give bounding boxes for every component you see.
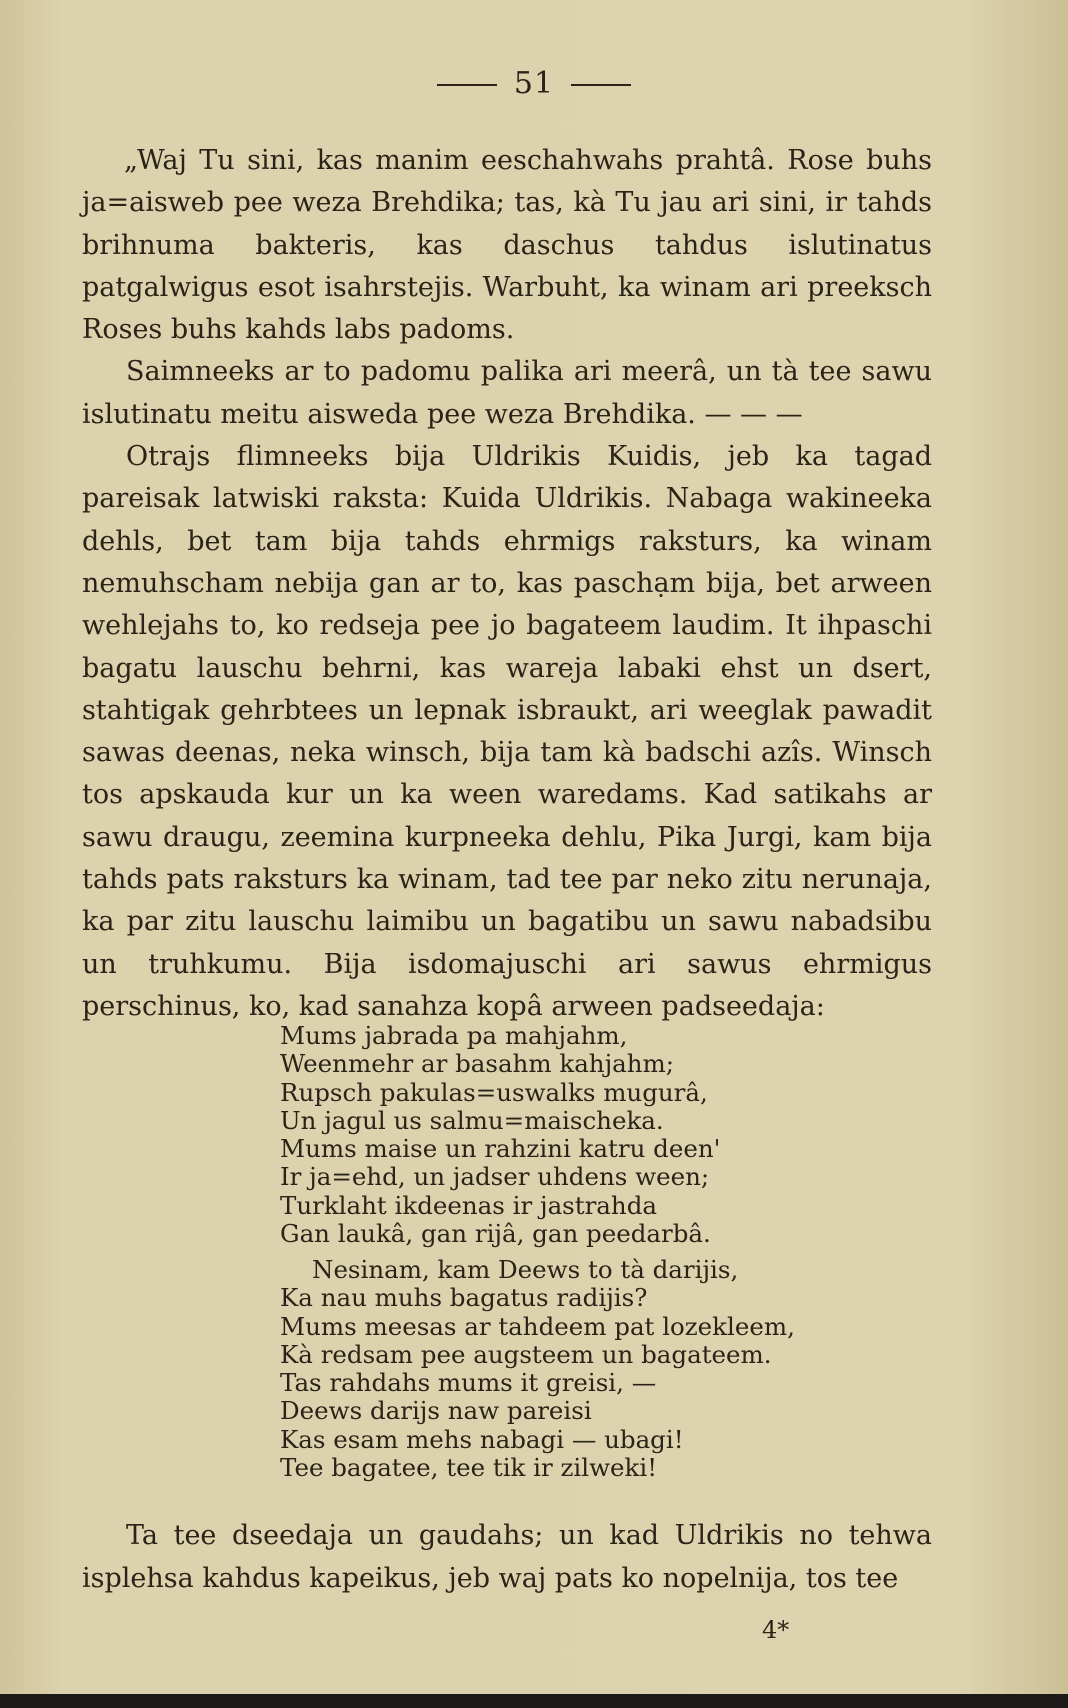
verse-line: Un jagul us salmu=maischeka. [280, 1105, 664, 1135]
verse-stanza-2 [280, 1256, 800, 1482]
paragraph-1: „Waj Tu sini, kas manim eeschahwahs prahtâ. Rose buhs ja=aisweb pee weza Brehdika; tas, kà Tu jau ari sini, ir tahds brihnuma bakteris, kas daschus tahdus islutinatus patgalwigus esot isahrstejis. Warbuht, ka winam ari preeksch Roses buhs kahds labs padoms. [82, 145, 932, 346]
verse-stanza-1 [280, 1022, 800, 1248]
verse-line: Tee bagatee, tee tik ir zilweki! [280, 1453, 658, 1483]
verse-line: Deews darijs naw pareisi [280, 1396, 592, 1426]
verse-line: Gan laukâ, gan rijâ, gan peedarbâ. [280, 1219, 711, 1249]
verse-line: Kas esam mehs nabagi — ubagi! [280, 1424, 684, 1454]
verse-line: Nesinam, kam Deews to tà darijis, [312, 1255, 739, 1284]
verse-line: Kà redsam pee augsteem un bagateem. [280, 1339, 772, 1369]
verse-line: Turklaht ikdeenas ir jastrahda [280, 1190, 657, 1220]
verse-line: Mums jabrada pa mahjahm, [280, 1021, 628, 1050]
paragraph-closing: Ta tee dseedaja un gaudahs; un kad Uldrikis no tehwa isplehsa kahdus kapeikus, jeb waj pats ko nopelnija, tos tee [82, 1520, 932, 1594]
paragraph-2: Saimneeks ar to padomu palika ari meerâ, un tà tee sawu islutinatu meitu aisweda pee weza Brehdika. — — — [82, 356, 932, 430]
verse-line: Mums maise un rahzini katru deen' [280, 1134, 721, 1164]
verse-line: Ka nau muhs bagatus radijis? [280, 1283, 648, 1313]
paragraph-3: Otrajs flimneeks bija Uldrikis Kuidis, jeb ka tagad pareisak latwiski raksta: Kuida Uldrikis. Nabaga wakineeka dehls, bet tam bija tahds ehrmigs raksturs, ka winam nemuhscham nebija gan ar to, kas paschạm bija, bet arween wehlejahs to, ko redseja pee jo bagateem laudim. It ihpaschi bagatu lauschu behrni, kas wareja labaki ehst un dsert, stahtigak gehrbtees un lepnak isbraukt, ari weeglak pawadit sawas deenas, neka winsch, bija tam kà badschi azîs. Winsch tos apskauda kur un ka ween waredams. Kad satikahs ar sawu draugu, zeemina kurpneeka dehlu, Pika Jurgi, kam bija tahds pats raksturs ka winam, tad tee par neko zitu nerunaja, ka par zitu lauschu laimibu un bagatibu un sawu nabadsibu un truhkumu. Bija isdomajuschi ari sawus ehrmigus perschinus, ko, kad sanahza kopâ arween padseedaja: [82, 441, 932, 1022]
verse-line: Tas rahdahs mums it greisi, — [280, 1368, 657, 1398]
page-bottom-edge [0, 1694, 1068, 1708]
verse-line: Mums meesas ar tahdeem pat lozekleem, [280, 1311, 795, 1341]
verse-line: Ir ja=ehd, un jadser uhdens ween; [280, 1162, 710, 1192]
closing-text [82, 1515, 932, 1600]
verse-line: Rupsch pakulas=uswalks mugurâ, [280, 1077, 708, 1107]
page-header [0, 66, 1068, 101]
page-number: 51 [513, 66, 555, 101]
signature-mark: 4* [762, 1616, 790, 1644]
verse-line: Weenmehr ar basahm kahjahm; [280, 1049, 675, 1079]
header-rule-left [437, 84, 497, 86]
header-rule-right [571, 84, 631, 86]
main-text [82, 140, 932, 1028]
